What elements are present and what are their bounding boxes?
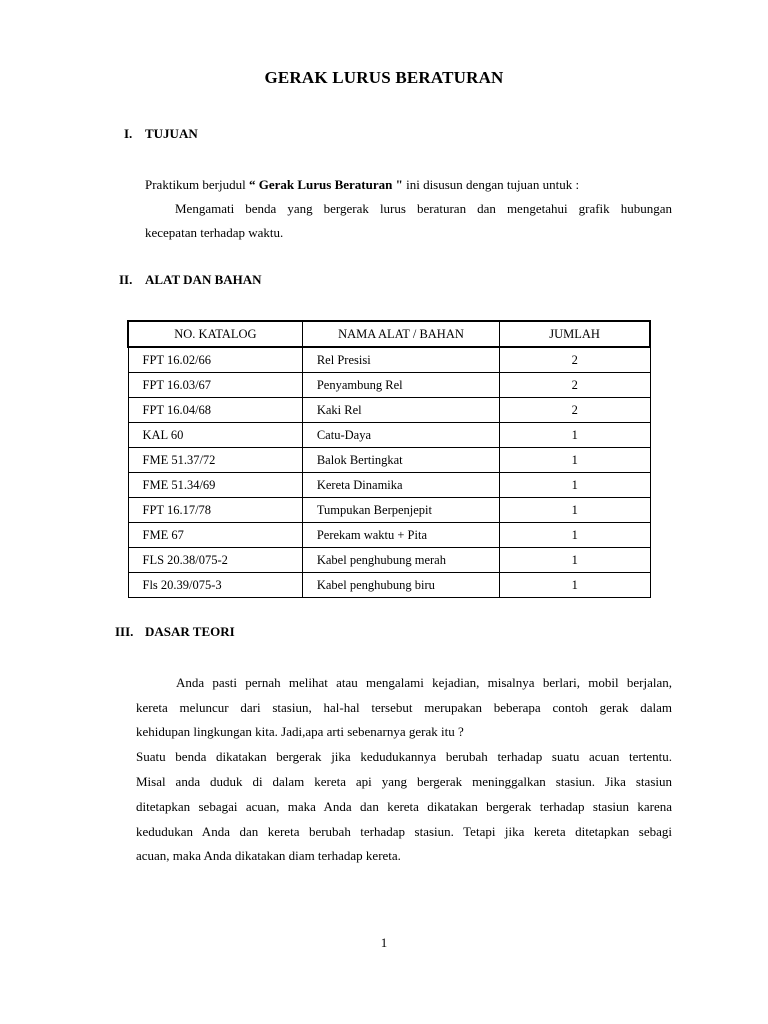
table-row [128, 398, 650, 423]
table-row [128, 498, 650, 523]
cell-katalog: FME 67 [128, 523, 302, 548]
cell-nama: Penyambung Rel [302, 373, 499, 398]
section-heading-alat [119, 272, 262, 288]
teori-line: kedudukan Anda dan kereta berubah terhadap stasiun. Tetapi jika kereta ditetapkan sebagi [136, 824, 672, 839]
cell-jumlah: 1 [500, 523, 650, 548]
cell-katalog: FPT 16.17/78 [128, 498, 302, 523]
table-row [128, 373, 650, 398]
cell-jumlah: 1 [500, 423, 650, 448]
intro-bold-title: “ Gerak Lurus Beraturan " [249, 177, 403, 192]
tujuan-body-line-1: Mengamati benda yang bergerak lurus beraturan dan mengetahui grafik hubungan [175, 201, 672, 216]
section-number: II. [119, 272, 133, 287]
cell-jumlah: 1 [500, 573, 650, 598]
table-row [128, 448, 650, 473]
cell-nama: Catu-Daya [302, 423, 499, 448]
intro-text: Praktikum berjudul [145, 177, 249, 192]
page-number: 1 [380, 935, 388, 950]
teori-line: kehidupan lingkungan kita. Jadi,apa arti sebenarnya gerak itu ? [136, 724, 464, 739]
section-title: TUJUAN [145, 126, 198, 141]
table-row [128, 573, 650, 598]
cell-nama: Kabel penghubung biru [302, 573, 499, 598]
cell-jumlah: 1 [500, 498, 650, 523]
cell-jumlah: 2 [500, 373, 650, 398]
cell-katalog: FME 51.34/69 [128, 473, 302, 498]
teori-line: Suatu benda dikatakan bergerak jika kedudukannya berubah terhadap suatu acuan tertentu. [136, 749, 672, 764]
table-row [128, 347, 650, 373]
cell-katalog: FPT 16.03/67 [128, 373, 302, 398]
document-title: GERAK LURUS BERATURAN [264, 68, 504, 87]
cell-katalog: KAL 60 [128, 423, 302, 448]
cell-nama: Rel Presisi [302, 347, 499, 373]
section-heading-tujuan [124, 126, 198, 142]
cell-nama: Kaki Rel [302, 398, 499, 423]
column-header-nama: NAMA ALAT / BAHAN [302, 321, 499, 347]
cell-jumlah: 1 [500, 548, 650, 573]
cell-jumlah: 1 [500, 473, 650, 498]
cell-nama: Tumpukan Berpenjepit [302, 498, 499, 523]
teori-line: ditetapkan sebagai acuan, maka Anda dan kereta dikatakan bergerak terhadap stasiun karena [136, 799, 672, 814]
table-header-row [128, 321, 650, 347]
section-number: I. [124, 126, 133, 141]
table-row [128, 548, 650, 573]
cell-nama: Kereta Dinamika [302, 473, 499, 498]
intro-suffix: ini disusun dengan tujuan untuk : [402, 177, 580, 192]
table-row [128, 423, 650, 448]
cell-katalog: FPT 16.04/68 [128, 398, 302, 423]
cell-jumlah: 2 [500, 347, 650, 373]
cell-katalog: Fls 20.39/075-3 [128, 573, 302, 598]
teori-line: kereta meluncur dari stasiun, hal-hal tersebut merupakan beberapa contoh gerak dalam [136, 700, 672, 715]
cell-katalog: FLS 20.38/075-2 [128, 548, 302, 573]
teori-line: acuan, maka Anda dikatakan diam terhadap kereta. [136, 848, 401, 863]
teori-line: Anda pasti pernah melihat atau mengalami kejadian, misalnya berlari, mobil berjalan, [176, 675, 672, 690]
cell-katalog: FPT 16.02/66 [128, 347, 302, 373]
table-row [128, 473, 650, 498]
cell-jumlah: 1 [500, 448, 650, 473]
equipment-table [127, 320, 651, 598]
cell-nama: Kabel penghubung merah [302, 548, 499, 573]
tujuan-intro [145, 172, 579, 197]
section-title: ALAT DAN BAHAN [145, 272, 262, 287]
cell-nama: Balok Bertingkat [302, 448, 499, 473]
teori-line: Misal anda duduk di dalam kereta api yang bergerak meninggalkan stasiun. Jika stasiun [136, 774, 672, 789]
cell-katalog: FME 51.37/72 [128, 448, 302, 473]
cell-jumlah: 2 [500, 398, 650, 423]
tujuan-body-line-2: kecepatan terhadap waktu. [145, 225, 284, 240]
section-heading-teori [115, 624, 235, 640]
cell-nama: Perekam waktu + Pita [302, 523, 499, 548]
section-number: III. [115, 624, 134, 639]
section-title: DASAR TEORI [145, 624, 235, 639]
table-row [128, 523, 650, 548]
column-header-katalog: NO. KATALOG [128, 321, 302, 347]
column-header-jumlah: JUMLAH [500, 321, 650, 347]
